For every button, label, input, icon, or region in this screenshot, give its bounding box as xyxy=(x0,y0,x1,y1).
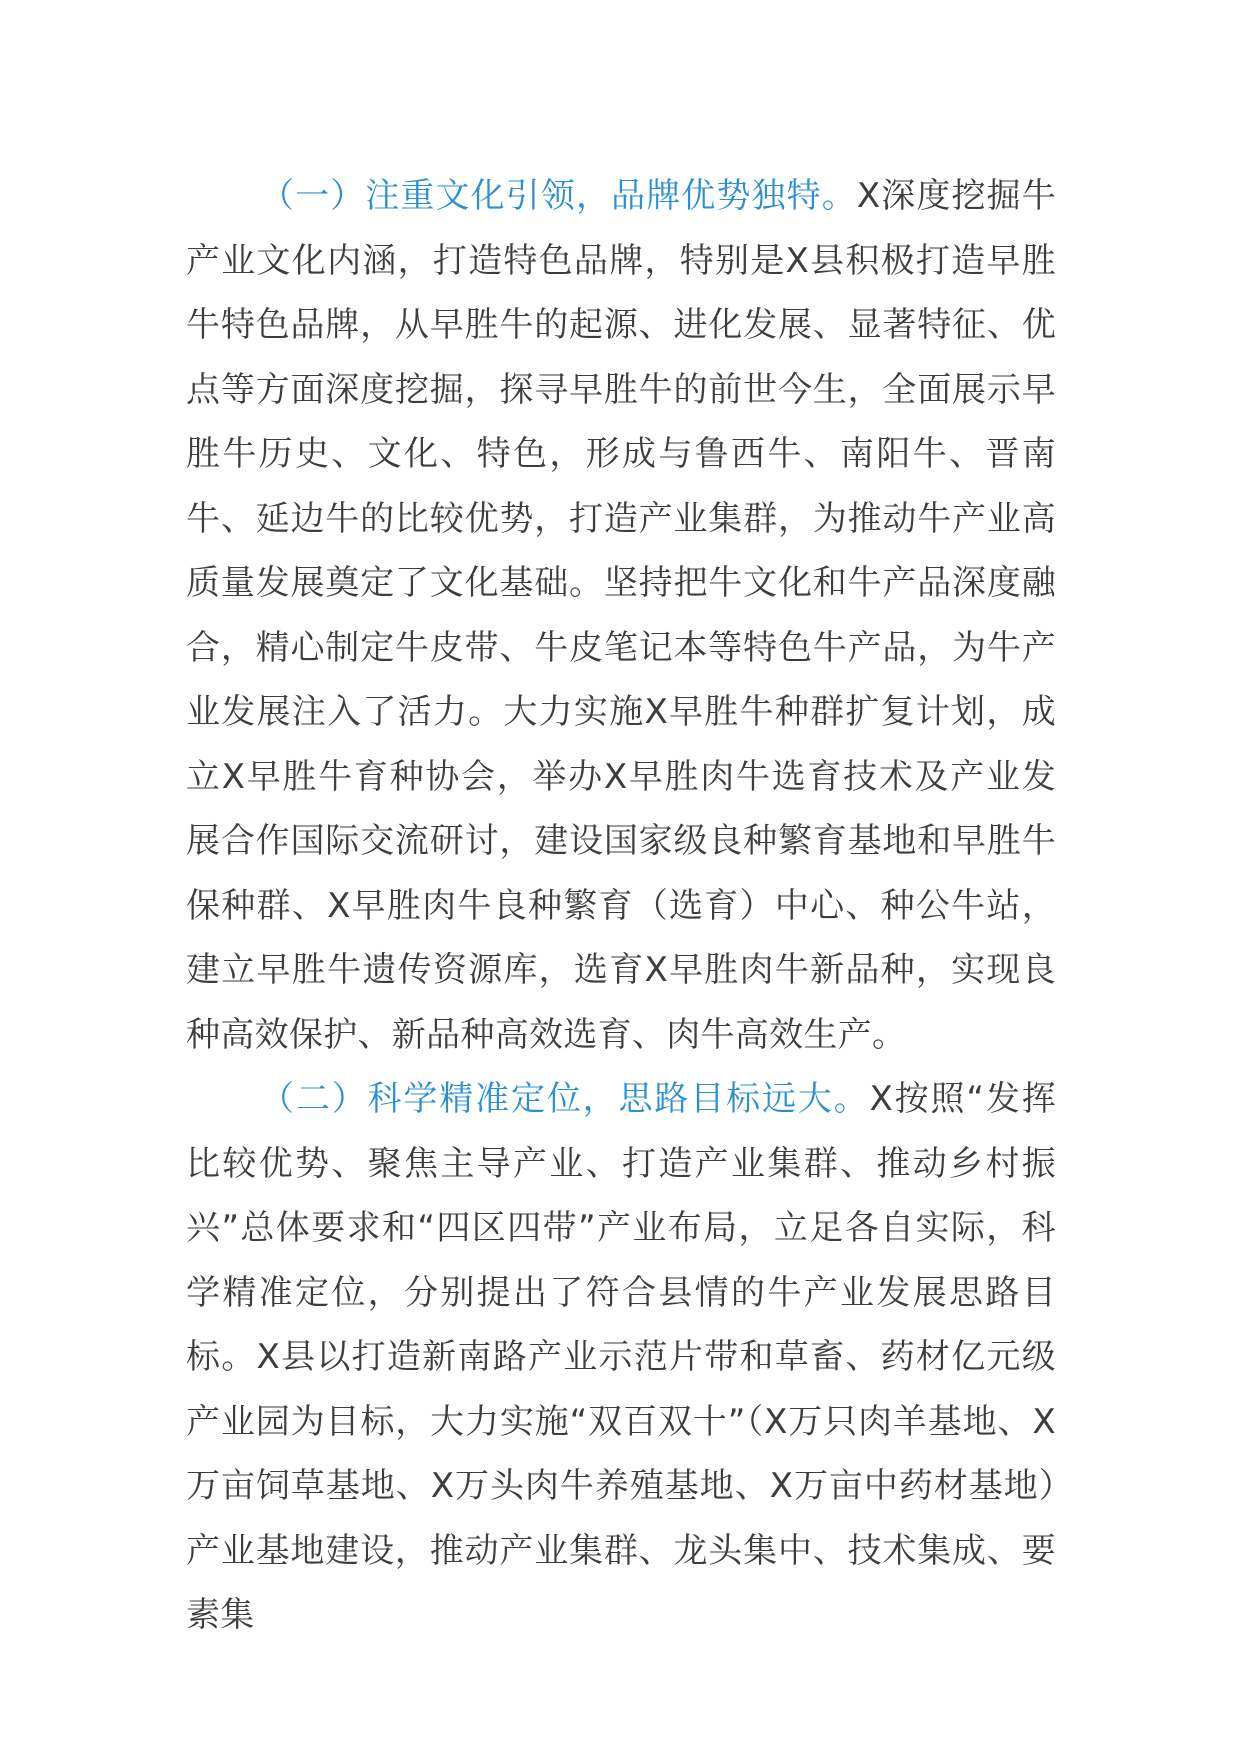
paragraph-1-text: X深度挖掘牛产业文化内涵，打造特色品牌，特别是X县积极打造早胜牛特色品牌，从早胜牛的起源、进化发展、显著特征、优点等方面深度挖掘，探寻早胜牛的前世今生，全面展示早胜牛历史、文化、特色，形成与鲁西牛、南阳牛、晋南牛、延边牛的比较优势，打造产业集群，为推动牛产业高质量发展奠定了文化基础。坚持把牛文化和牛产品深度融合，精心制定牛皮带、牛皮笔记本等特色牛产品，为牛产业发展注入了活力。大力实施X早胜牛种群扩复计划，成立X早胜牛育种协会，举办X早胜肉牛选育技术及产业发展合作国际交流研讨，建设国家级良种繁育基地和早胜牛保种群、X早胜肉牛良种繁育（选育）中心、种公牛站，建立早胜牛遗传资源库，选育X早胜肉牛新品种，实现良种高效保护、新品种高效选育、肉牛高效生产。 xyxy=(186,176,1056,1055)
paragraph-2-text: X按照“发挥比较优势、聚焦主导产业、打造产业集群、推动乡村振兴”总体要求和“四区四带”产业布局，立足各自实际，科学精准定位，分别提出了符合县情的牛产业发展思路目标。X县以打造新南路产业示范片带和草畜、药材亿元级产业园为目标，大力实施“双百双十”（X万只肉羊基地、X万亩饲草基地、X万头肉牛养殖基地、X万亩中药材基地）产业基地建设，推动产业集群、龙头集中、技术集成、要素集 xyxy=(186,1079,1056,1635)
section-heading-2: （二）科学精准定位，思路目标远大。 xyxy=(260,1079,870,1119)
section-heading-1: （一）注重文化引领，品牌优势独特。 xyxy=(260,176,857,216)
document-body xyxy=(186,164,1056,1648)
paragraph-2 xyxy=(186,1067,1056,1648)
paragraph-1 xyxy=(186,164,1056,1067)
